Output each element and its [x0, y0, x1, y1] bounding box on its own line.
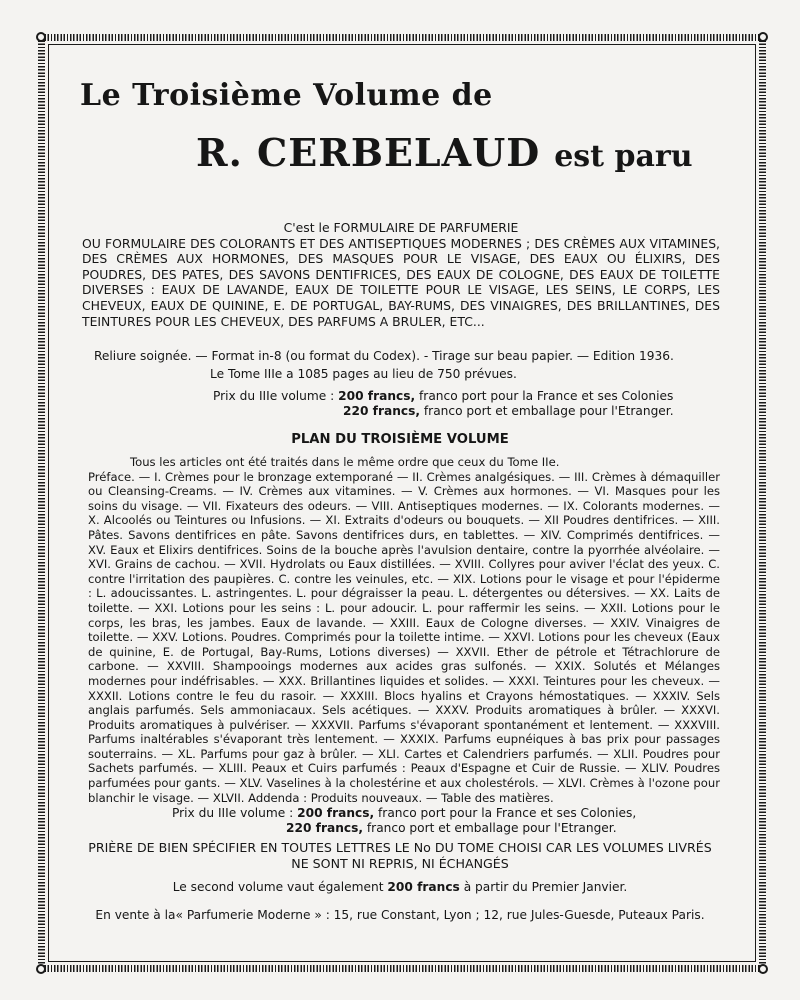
second-amount: 200 francs [387, 880, 460, 894]
price-abroad-text: franco port et emballage pour l'Etranger. [423, 404, 674, 418]
border-inner-right [755, 44, 756, 962]
plan-title: PLAN DU TROISIÈME VOLUME [291, 432, 509, 447]
sale-address: En vente à la« Parfumerie Moderne » : 15, rue Constant, Lyon ; 12, rue Jules-Guesde, Puteaux Paris. [95, 908, 705, 922]
price-abroad-amount: 220 francs, [343, 404, 421, 418]
border-inner-bottom [48, 961, 756, 962]
notice-line2: NE SONT NI REPRIS, NI ÉCHANGÉS [291, 856, 509, 871]
border-right [759, 34, 766, 972]
plan-first-line: Tous les articles ont été traités dans le même ordre que ceux du Tome IIe. [130, 455, 560, 469]
corner-ornament [758, 32, 768, 42]
price-label: Prix du IIIe volume : [172, 806, 294, 820]
border-bottom [38, 965, 766, 972]
headline-line1: Le Troisième Volume de [80, 78, 493, 113]
headline-line2 [196, 130, 693, 175]
second-before: Le second volume vaut également [172, 880, 384, 894]
price-france-amount: 200 francs, [338, 389, 416, 403]
price-abroad-amount: 220 francs, [286, 821, 364, 835]
price-bottom-abroad [286, 820, 617, 836]
second-after: à partir du Premier Janvier. [463, 880, 628, 894]
intro-body: OU FORMULAIRE DES COLORANTS ET DES ANTISEPTIQUES MODERNES ; DES CRÈMES AUX VITAMINES, DES CRÈMES AUX HORMONES, DES MASQUES POUR LE VISAGE, DES EAUX OU ÉLIXIRS, DES POUDRES, DES PATES, DES SAVONS DENTIFRICES, DES EAUX DE COLOGNE, DES EAUX DE TOILETTE DIVERSES : EAUX DE LAVANDE, EAUX DE TOILETTE POUR LE VISAGE, LES SEINS, LE CORPS, LES CHEVEUX, EAUX DE QUININE, E. DE PORTUGAL, BAY-RUMS, DES VINAIGRES, DES BRILLANTINES, DES TEINTURES POUR LES CHEVEUX, DES PARFUMS A BRULER, ETC... [82, 235, 720, 329]
author-name: R. CERBELAUD [196, 130, 541, 175]
intro-paragraph [82, 220, 720, 329]
pages-line: Le Tome IIIe a 1085 pages au lieu de 750 prévues. [210, 367, 517, 381]
price-bottom-france [172, 805, 636, 821]
price-abroad-text: franco port et emballage pour l'Etranger. [366, 821, 617, 835]
price-france-amount: 200 francs, [297, 806, 375, 820]
notice-line1: PRIÈRE DE BIEN SPÉCIFIER EN TOUTES LETTRES LE No DU TOME CHOISI CAR LES VOLUMES LIVRÉS [88, 840, 712, 855]
price-top-abroad [343, 403, 674, 420]
border-inner-left [48, 44, 49, 962]
border-left [38, 34, 45, 972]
binding-line: Reliure soignée. — Format in-8 (ou format du Codex). - Tirage sur beau papier. — Edition 1936. [94, 349, 674, 363]
corner-ornament [36, 32, 46, 42]
intro-lead: C'est le FORMULAIRE DE PARFUMERIE [283, 220, 519, 235]
plan-body [88, 455, 720, 805]
border-inner-top [48, 44, 756, 45]
price-france-text: franco port pour la France et ses Colonies [419, 389, 674, 403]
exchange-notice [0, 840, 800, 872]
plan-contents: Préface. — I. Crèmes pour le bronzage extemporané — II. Crèmes analgésiques. — III. Crèmes à démaquiller ou Cleansing-Creams. — IV. Crèmes aux vitamines. — V. Crèmes aux hormones. — VI. Masques pour les soins du visage. — VII. Fixateurs des odeurs. — VIII. Antiseptiques modernes. — IX. Colorants modernes. — X. Alcoolés ou Teintures ou Infusions. — XI. Extraits d'odeurs ou bouquets. — XII Poudres dentifrices. — XIII. Pâtes. Savons dentifrices en pâte. Savons dentifrices durs, en tablettes. — XIV. Comprimés dentifrices. — XV. Eaux et Elixirs dentifrices. Soins de la bouche après l'avulsion dentaire, contre la pyorrhée alvéolaire. — XVI. Grains de cachou. — XVII. Hydrolats ou Eaux distillées. — XVIII. Collyres pour aviver l'éclat des yeux. C. contre l'irritation des paupières. C. contre les veinules, etc. — XIX. Lotions pour le visage et pour l'épiderme : L. adoucissantes. L. astringentes. L. pour dégraisser la peau. L. détergentes ou détersives. — XX. Laits de toilette. — XXI. Lotions pour les seins : L. pour adoucir. L. pour raffermir les seins. — XXII. Lotions pour le corps, les bras, les jambes. Eaux de lavande. — XXIII. Eaux de Cologne diverses. — XXIV. Vinaigres de toilette. — XXV. Lotions. Poudres. Comprimés pour la toilette intime. — XXVI. Lotions pour les cheveux (Eaux de quinine, E. de Portugal, Bay-Rums, Lotions diverses) — XXVII. Ether de pétrole et Tétrachlorure de carbone. — XXVIII. Shampooings modernes aux acides gras sulfonés. — XXIX. Solutés et Mélanges modernes pour indéfrisables. — XXX. Brillantines liquides et solides. — XXXI. Teintures pour les cheveux. — XXXII. Lotions contre le feu du rasoir. — XXXIII. Blocs hyalins et Crayons hémostatiques. — XXXIV. Sels anglais parfumés. Sels ammoniacaux. Sels acétiques. — XXXV. Produits aromatiques à brûler. — XXXVI. Produits aromatiques à pulvériser. — XXXVII. Parfums s'évaporant spontanément et lentement. — XXXVIII. Parfums inaltérables s'évaporant très lentement. — XXXIX. Parfums eupnéiques à bas prix pour passages souterrains. — XL. Parfums pour gaz à brûler. — XLI. Cartes et Calendriers parfumés. — XLII. Poudres pour Sachets parfumés. — XLIII. Peaux et Cuirs parfumés : Peaux d'Espagne et Cuir de Russie. — XLIV. Poudres parfumées pour gants. — XLV. Vaselines à la cholestérine et aux cholestérols. — XLVI. Crèmes à l'ozone pour blanchir le visage. — XLVII. Addenda : Produits nouveaux. — Table des matières. [88, 469, 720, 805]
price-france-text: franco port pour la France et ses Colonies, [378, 806, 637, 820]
border-top [38, 34, 766, 41]
price-label: Prix du IIIe volume : [213, 389, 335, 403]
second-volume-line [0, 880, 800, 894]
corner-ornament [758, 964, 768, 974]
corner-ornament [36, 964, 46, 974]
headline-rest: est paru [554, 139, 693, 174]
